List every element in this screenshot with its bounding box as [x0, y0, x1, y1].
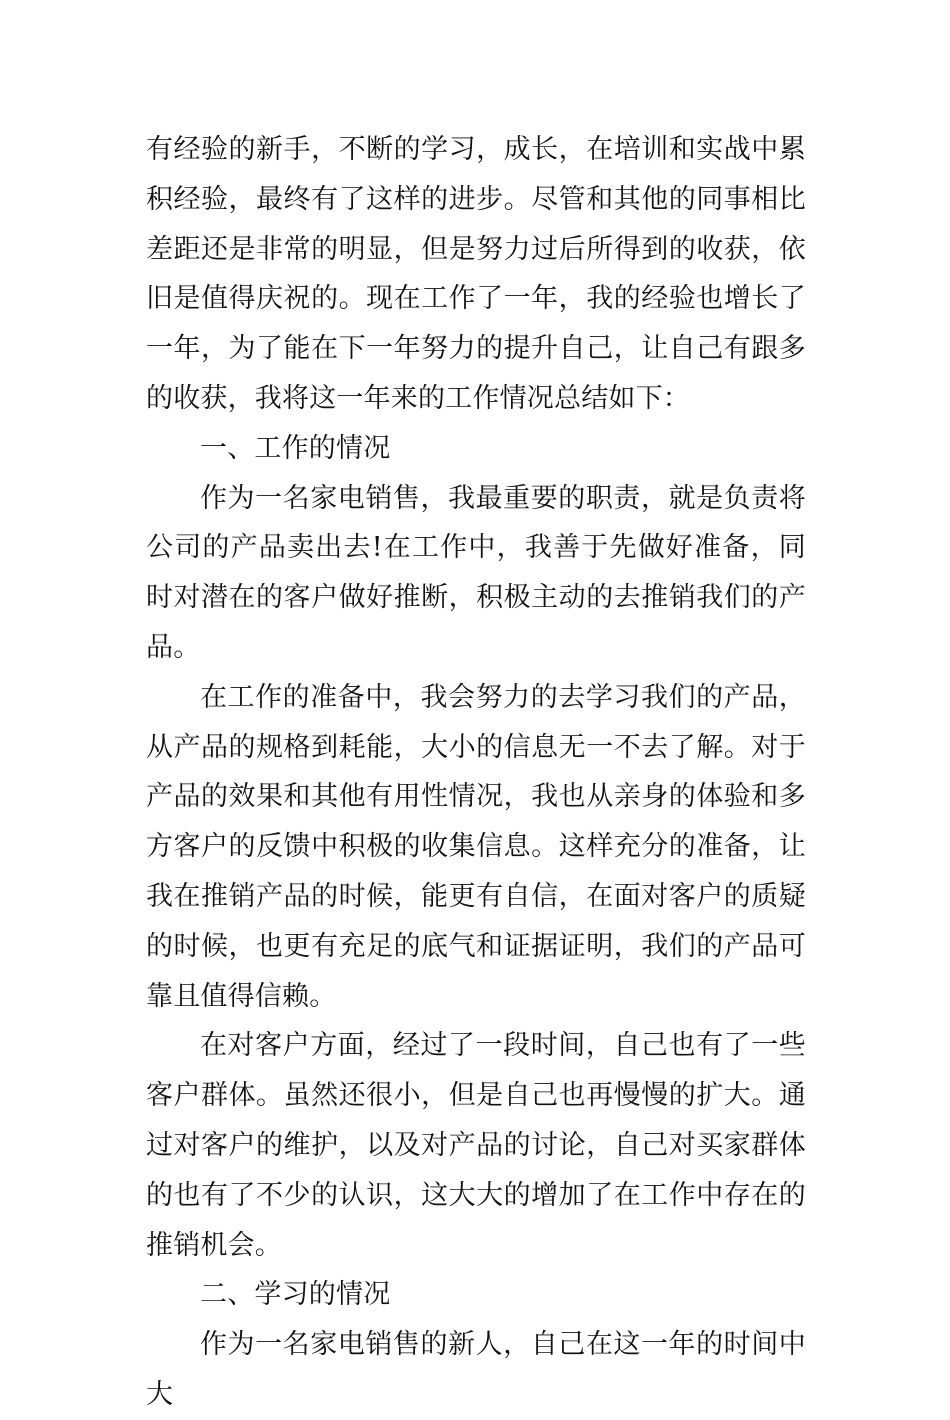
paragraph-study: 作为一名家电销售的新人，自己在这一年的时间中大 — [146, 1329, 806, 1410]
section-heading-work: 一、工作的情况 — [200, 432, 391, 464]
paragraph-continued: 有经验的新手，不断的学习，成长，在培训和实战中累积经验，最终有了这样的进步。尽管和其他的同事相比差距还是非常的明显，但是努力过后所得到的收获，依旧是值得庆祝的。现在工作了一年，我的经验也增长了一年，为了能在下一年努力的提升自己，让自己有跟多的收获，我将这一年来的工作情况总结如下： — [146, 134, 806, 414]
section-heading-study: 二、学习的情况 — [200, 1279, 391, 1311]
paragraph-clients: 在对客户方面，经过了一段时间，自己也有了一些客户群体。虽然还很小，但是自己也再慢慢的扩大。通过对客户的维护，以及对产品的讨论，自己对买家群体的也有了不少的认识，这大大的增加了在工作中存在的推销机会。 — [146, 1030, 806, 1261]
document-body — [146, 125, 806, 1420]
paragraph-duty: 作为一名家电销售，我最重要的职责，就是负责将公司的产品卖出去!在工作中，我善于先做好准备，同时对潜在的客户做好推断，积极主动的去推销我们的产品。 — [146, 482, 806, 663]
paragraph-preparation: 在工作的准备中，我会努力的去学习我们的产品，从产品的规格到耗能，大小的信息无一不去了解。对于产品的效果和其他有用性情况，我也从亲身的体验和多方客户的反馈中积极的收集信息。这样充分的准备，让我在推销产品的时候，能更有自信，在面对客户的质疑的时候，也更有充足的底气和证据证明，我们的产品可靠且值得信赖。 — [146, 681, 806, 1012]
